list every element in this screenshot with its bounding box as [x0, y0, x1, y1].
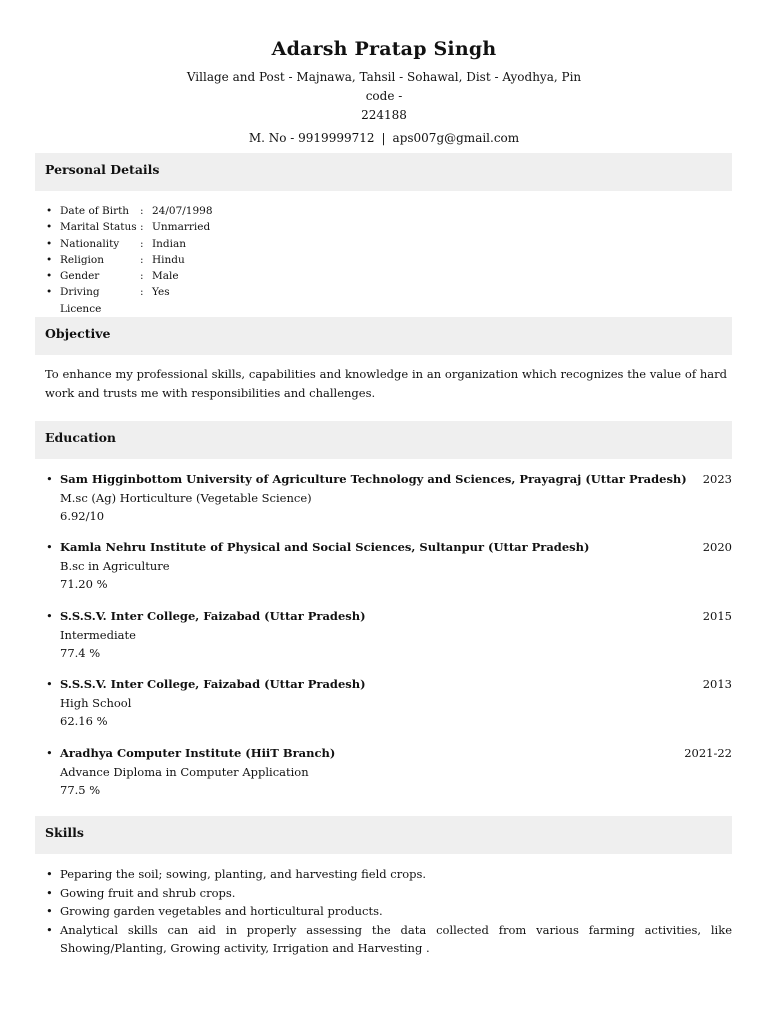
institution-name: • S.S.S.V. Inter College, Faizabad (Uttar Pradesh) — [60, 677, 366, 691]
institution-name: • Kamla Nehru Institute of Physical and Social Sciences, Sultanpur (Uttar Pradesh) — [60, 540, 590, 554]
education-entry — [60, 607, 732, 663]
detail-colon: : — [140, 253, 144, 266]
education-score: 77.5 % — [60, 783, 101, 797]
detail-value: Indian — [152, 237, 187, 250]
personal-detail-item — [60, 219, 213, 235]
detail-value: Yes — [152, 286, 170, 299]
personal-details-list — [60, 203, 213, 317]
personal-detail-item — [60, 284, 213, 317]
resume-header — [0, 0, 768, 145]
education-entry — [60, 675, 732, 731]
skill-item: • Growing garden vegetables and horticultural products. — [60, 902, 732, 921]
skill-item: • Peparing the soil; sowing, planting, and harvesting field crops. — [60, 865, 732, 884]
address-line-2: 224188 — [361, 108, 407, 122]
detail-label: • Marital Status — [60, 221, 137, 234]
education-year: 2020 — [702, 540, 732, 554]
objective-text: To enhance my professional skills, capabilities and knowledge in an organization which recognizes the value of hard work and trusts me with responsibilities and challenges. — [45, 367, 727, 400]
institution-name: • Sam Higginbottom University of Agriculture Technology and Sciences, Prayagraj (Uttar Pradesh) — [60, 472, 687, 486]
education-year: 2013 — [702, 677, 732, 691]
detail-colon: : — [140, 205, 144, 217]
detail-value: Hindu — [152, 253, 185, 266]
degree-name: M.sc (Ag) Horticulture (Vegetable Science) — [60, 490, 312, 505]
skill-item: • Analytical skills can aid in properly assessing the data collected from various farming activities, like Showing/Planting, Growing activity, Irrigation and Harvesting . — [60, 921, 732, 958]
personal-detail-item — [60, 252, 213, 268]
detail-colon: : — [140, 221, 144, 234]
section-heading-skills: Skills — [35, 816, 732, 854]
education-score: 62.16 % — [60, 714, 108, 728]
degree-name: Advance Diploma in Computer Application — [60, 764, 309, 779]
personal-detail-item — [60, 268, 213, 284]
skill-item: • Gowing fruit and shrub crops. — [60, 884, 732, 903]
detail-colon: : — [140, 237, 144, 250]
section-heading-objective: Objective — [35, 317, 732, 355]
personal-detail-item — [60, 236, 213, 252]
education-score: 77.4 % — [60, 646, 101, 660]
detail-value: 24/07/1998 — [152, 205, 213, 217]
phone-number: M. No - 9919999712 — [248, 131, 375, 145]
skills-list — [60, 865, 732, 958]
personal-detail-item — [60, 203, 213, 219]
degree-name: B.sc in Agriculture — [60, 558, 170, 573]
detail-value: Male — [152, 270, 179, 283]
contact-line — [0, 131, 768, 145]
section-heading-education: Education — [35, 421, 732, 459]
degree-name: High School — [60, 695, 132, 710]
section-heading-personal: Personal Details — [35, 153, 732, 191]
address-line-1: Village and Post - Majnawa, Tahsil - Sohawal, Dist - Ayodhya, Pin code - — [186, 70, 582, 103]
education-entry — [60, 538, 732, 594]
contact-separator: | — [381, 131, 386, 145]
address — [184, 68, 584, 125]
candidate-name: Adarsh Pratap Singh — [271, 38, 497, 60]
detail-label: • Gender — [60, 270, 100, 283]
degree-name: Intermediate — [60, 627, 136, 642]
detail-label: • Driving Licence — [60, 286, 102, 315]
education-entry — [60, 470, 732, 526]
detail-label: • Nationality — [60, 237, 120, 250]
detail-label: • Date of Birth — [60, 205, 130, 217]
detail-colon: : — [140, 286, 144, 299]
detail-value: Unmarried — [152, 221, 211, 234]
email-address: aps007g@gmail.com — [392, 131, 520, 145]
institution-name: • S.S.S.V. Inter College, Faizabad (Uttar Pradesh) — [60, 609, 366, 623]
education-year: 2015 — [702, 609, 732, 623]
institution-name: • Aradhya Computer Institute (HiiT Branch) — [60, 746, 336, 760]
education-score: 6.92/10 — [60, 509, 105, 523]
education-score: 71.20 % — [60, 577, 108, 591]
education-year: 2023 — [702, 472, 732, 486]
education-entry — [60, 744, 732, 800]
education-year: 2021-22 — [684, 746, 732, 760]
detail-colon: : — [140, 270, 144, 283]
detail-label: • Religion — [60, 253, 104, 266]
